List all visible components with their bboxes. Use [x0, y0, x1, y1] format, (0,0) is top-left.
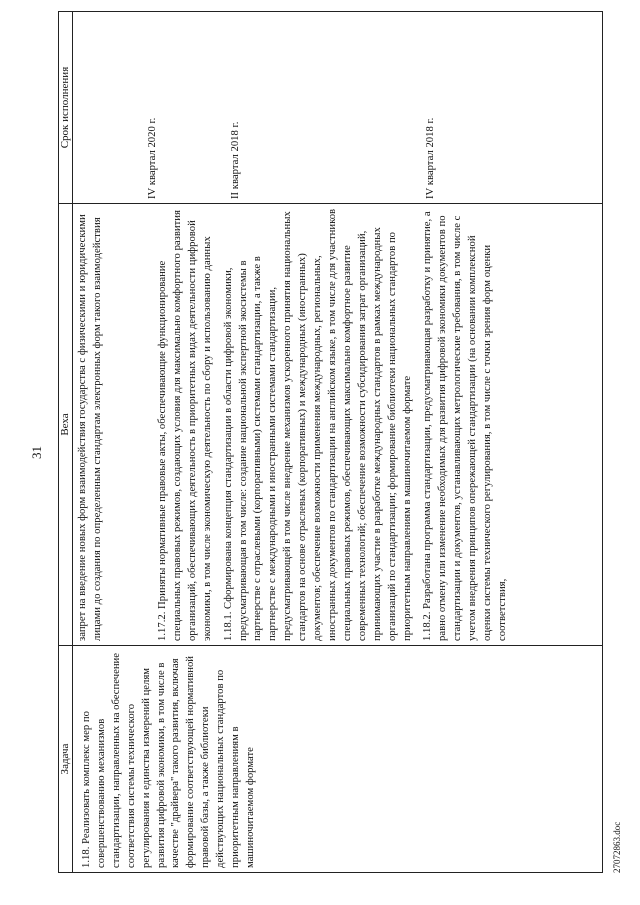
- table-header-row: [59, 12, 73, 873]
- header-milestone: Веха: [59, 204, 73, 646]
- deadline-cell: [73, 12, 603, 204]
- deadline-1-18-1: II квартал 2018 г.: [228, 121, 241, 199]
- deadline-1-18-2: IV квартал 2018 г.: [423, 117, 436, 199]
- milestone-1-18-1: 1.18.1. Сформирована концепция стандартизации в области цифровой экономики, предусматривающая в том числе: создание национальной экспертной экосистемы в партнерстве с отраслевыми (корпоративными) системами стандартизации, а также в партнерстве с международными и иностранными системами стандартизации, предусматривающей в том числе внедрение механизмов ускоренного принятия национальных стандартов на основе отраслевых (корпоративных) и международных (иностранных) документов; обеспечение возможности применения международных, региональных, иностранных документов по стандартизации на английском языке, в том числе для участников специальных правовых режимов, обеспечивающих максимально комфортное развитие современных технологий; обеспечение возможности субсидирования затрат организаций, принимающих участие в разработке международных стандартов в рамках международных организаций по стандартизации; формирование библиотеки национальных стандартов по приоритетным направлениям в машиночитаемом формате: [221, 208, 413, 641]
- table-row: [73, 12, 603, 873]
- header-task: Задача: [59, 646, 73, 873]
- header-deadline: Срок исполнения: [59, 12, 73, 204]
- page-number: 31: [29, 446, 44, 459]
- task-text: 1.18. Реализовать комплекс мер по совершенствованию механизмов стандартизации, направленных на обеспечение соответствия системы технического регулирования и единства измерений целям развития цифровой экономики, в том числе в качестве "драйвера" такого развития, включая формирование соответствующей нормативной правовой базы, а также библиотеки действующих национальных стандартов по приоритетным направлениям в машиночитаемом формате: [80, 652, 256, 868]
- roadmap-table: [58, 11, 603, 873]
- task-cell: [73, 646, 603, 873]
- milestone-cell: [73, 204, 603, 646]
- milestone-1-17-2: 1.17.2. Приняты нормативные правовые акты, обеспечивающие функционирование специальных правовых режимов, создающих условия для максимально комфортного развития организаций, обеспечивающих деятельность в приоритетных видах деятельности цифровой экономики, в том числе экономическую деятельность по сбору и использованию данных: [156, 210, 213, 641]
- deadline-1-17-2: IV квартал 2020 г.: [146, 117, 158, 199]
- milestone-continuation: запрет на введение новых форм взаимодействия государства с физическими и юридическими лицами до создания по определенным стандартам электронных форм такого взаимодействия: [76, 214, 103, 641]
- document-code: 27072863.doc: [612, 821, 622, 873]
- milestone-1-18-2: 1.18.2. Разработана программа стандартизации, предусматривающая разработку и принятие, а равно отмену или изменение необходимых для развития цифровой экономики документов по стандартизации и документов, устанавливающих метрологические требования, в том числе с учетом внедрения принципов опережающей стандартизации (на основании комплексной оценки системы технического регулирования, в том числе с точки зрения форм оценки соответствия,: [421, 211, 508, 641]
